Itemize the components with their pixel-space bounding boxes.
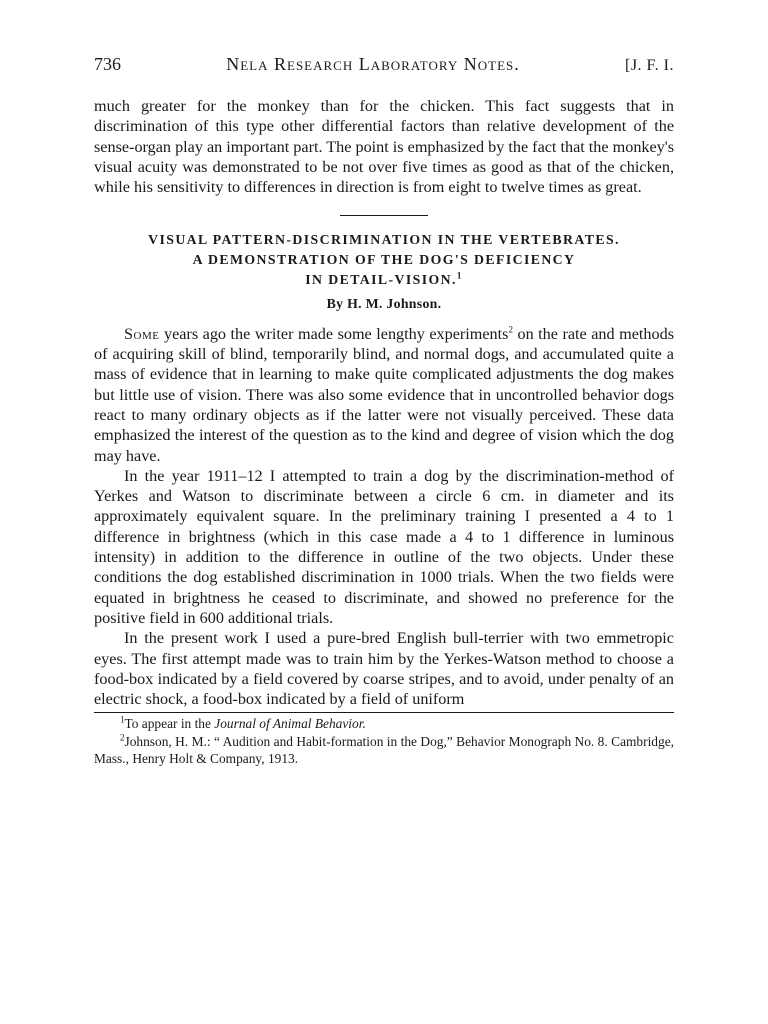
previous-article-ending: much greater for the monkey than for the chicken. This fact suggests that in discrimination of this type other differential factors than relative development of the sense-organ play an important part. The point is emphasized by the fact that the monkey's visual acuity was demonstrated to be not over five times as good as that of the chicken, while his sensitivity to differences in direction is from eight to twelve times as great. <box>94 97 674 197</box>
footnote-2-text: Johnson, H. M.: “ Audition and Habit-formation in the Dog,” Behavior Monograph No. 8. Cambridge, Mass., Henry Holt & Company, 1913. <box>94 733 674 767</box>
journal-title: Nela Research Laboratory Notes. <box>226 54 520 74</box>
footnote-2 <box>94 733 674 768</box>
footnote-1 <box>94 715 674 733</box>
paragraph-3: In the present work I used a pure-bred English bull-terrier with two emmetropic eyes. The first attempt made was to train him by the Yerkes-Watson method to choose a food-box indicated by a field covered by coarse stripes, and to avoid, under penalty of an electric shock, a food-box indicated by a field of uniform <box>94 629 674 709</box>
paragraph-1 <box>94 324 674 466</box>
running-head <box>94 54 674 84</box>
footnote-rule <box>94 712 674 713</box>
title-footnote-mark: 1 <box>456 270 463 281</box>
article-title <box>94 230 674 290</box>
paragraph-1-text-a: years ago the writer made some lengthy experiments <box>159 324 509 343</box>
footnote-1-prefix: To appear in the <box>124 716 215 732</box>
footnote-1-mark: 1 <box>120 714 125 725</box>
journal-abbrev: [J. F. I. <box>624 57 674 74</box>
article-title-line-2: A DEMONSTRATION OF THE DOG'S DEFICIENCY <box>192 252 576 268</box>
footnotes <box>94 715 674 768</box>
paragraph-1-footnote-mark: 2 <box>508 324 513 335</box>
section-divider <box>340 215 428 216</box>
article-title-line-1: VISUAL PATTERN-DISCRIMINATION IN THE VERTEBRATES. <box>148 232 620 248</box>
paragraph-1-lead: Some <box>124 324 160 343</box>
paragraph-2: In the year 1911–12 I attempted to train a dog by the discrimination-method of Yerkes and Watson to discriminate between a circle 6 cm. in diameter and its approximately equivalent square. In the preliminary training I presented a 4 to 1 difference in brightness (which in this case made a 4 to 1 difference in luminous intensity) in addition to the difference in outline of the two objects. Under these conditions the dog established discrimination in 1000 trials. When the two fields were equated in brightness he ceased to discriminate, and showed no preference for the positive field in 600 additional trials. <box>94 466 674 627</box>
footnote-1-journal: Journal of Animal Behavior. <box>214 716 366 732</box>
footnote-2-mark: 2 <box>120 732 125 743</box>
paragraph-1-text-b: on the rate and methods of acquiring skill of blind, temporarily blind, and normal dogs, and accumulated quite a mass of evidence that in learning to make quite complicated adjustments the dog makes but little use of vision. There was also some evidence that in uncontrolled behavior dogs react to many ordinary objects as if the latter were not visually perceived. These data emphasized the interest of the question as to the kind and degree of vision which the dog may have. <box>94 324 674 465</box>
page-number: 736 <box>94 54 121 74</box>
journal-page <box>94 54 674 768</box>
article-title-line-3 <box>94 270 674 290</box>
article-title-line-3-text: IN DETAIL-VISION. <box>305 272 457 288</box>
byline: By H. M. Johnson. <box>326 296 442 312</box>
